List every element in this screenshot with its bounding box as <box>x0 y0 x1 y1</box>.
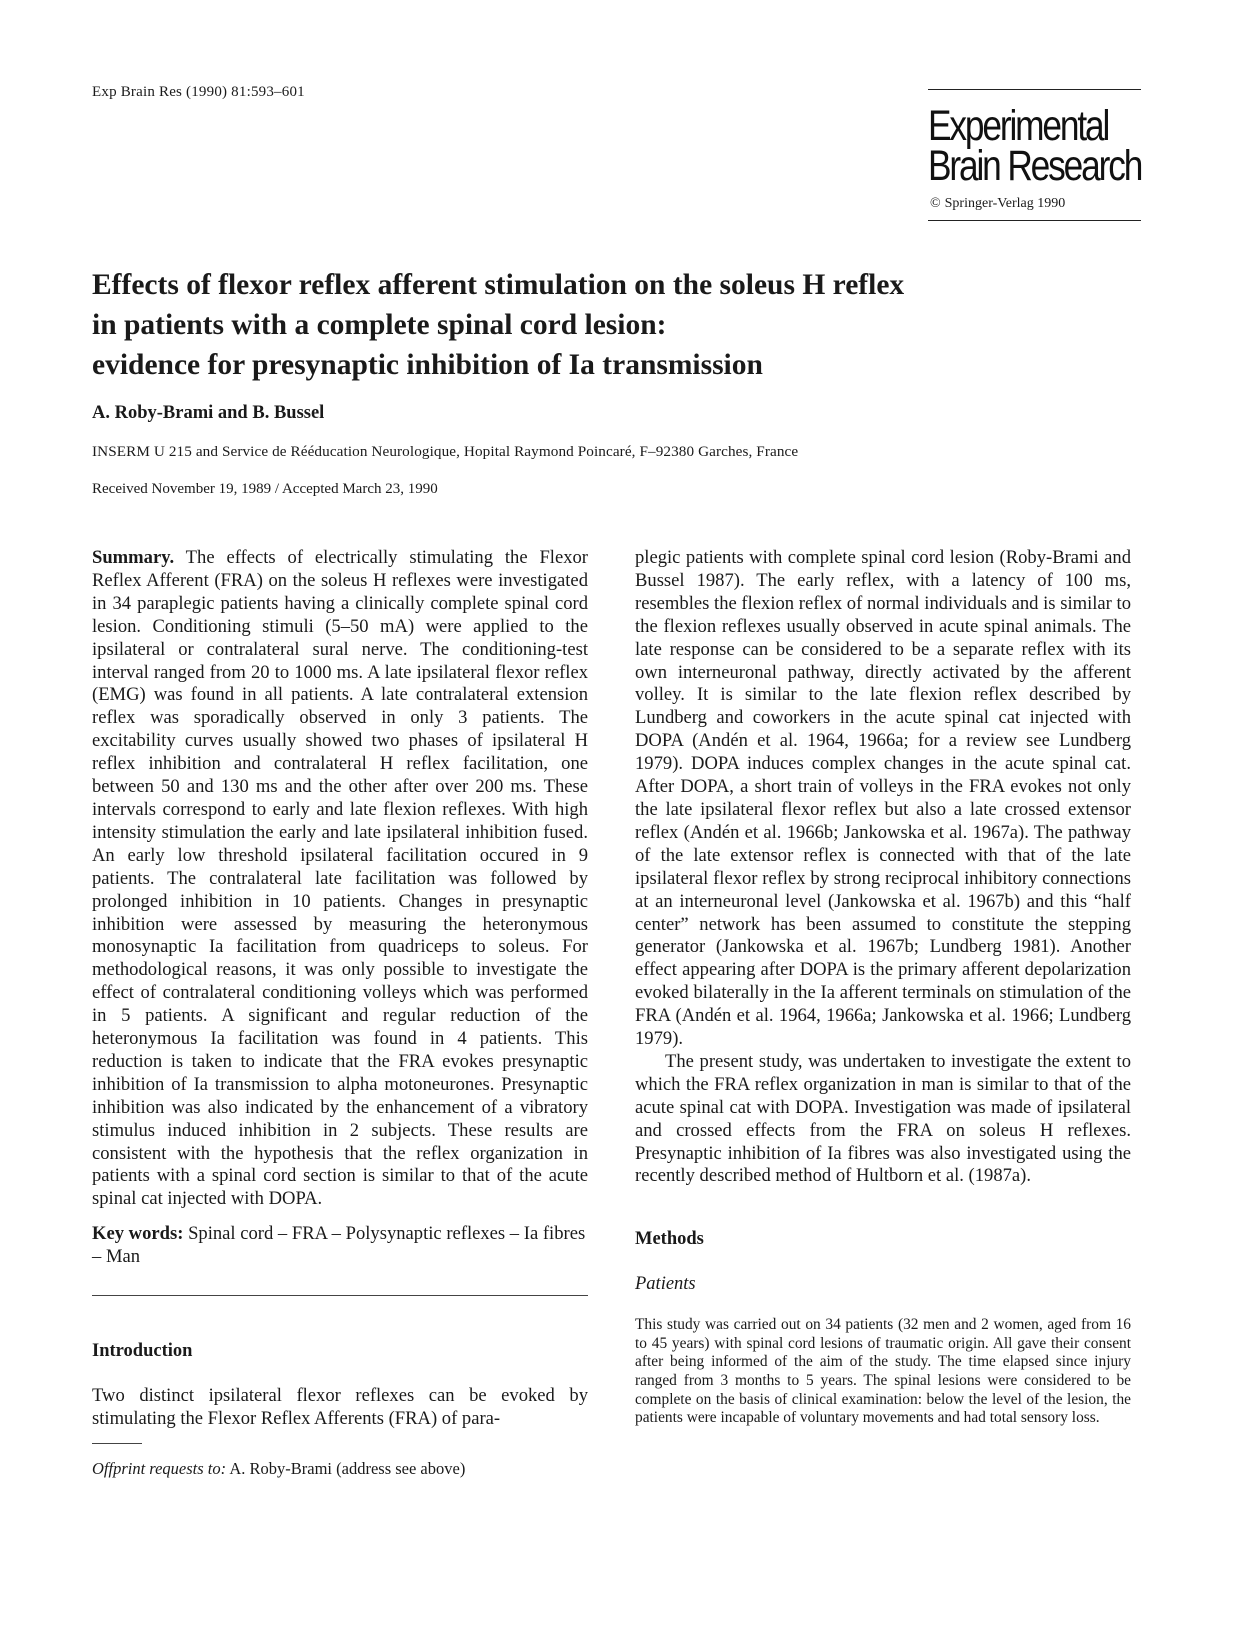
footnote <box>92 1458 588 1481</box>
introduction-heading: Introduction <box>92 1341 193 1362</box>
copyright-notice <box>928 186 1141 221</box>
article-title <box>92 265 1152 385</box>
left-column <box>92 547 588 1481</box>
copyright-icon: © <box>930 196 941 211</box>
affiliation: INSERM U 215 and Service de Rééducation Neurologique, Hopital Raymond Poincaré, F–92380 Garches, France <box>92 443 799 460</box>
patients-paragraph: This study was carried out on 34 patients (32 men and 2 women, aged from 16 to 45 years) with spinal cord lesions of traumatic origin. All gave their consent after being informed of the aim of the study. The time elapsed since injury ranged from 3 months to 5 years. The spinal lesions were considered to be complete on the basis of clinical examination: below the level of the lesion, the patients were incapable of voluntary movements and had total sensory loss. <box>635 1316 1131 1427</box>
summary-text: The effects of electrically stimulating the Flexor Reflex Afferent (FRA) on the soleus H reflexes were investigated in 34 paraplegic patients having a clinically complete spinal cord lesion. Conditioning stimuli (5–50 mA) were applied to the ipsilateral or contralateral sural nerve. The conditioning-test interval ranged from 20 to 1000 ms. A late ipsilateral flexor reflex (EMG) was found in all patients. A late contralateral extension reflex was sporadically observed in only 3 patients. The excitability curves usually showed two phases of ipsilateral H reflex inhibition and contralateral H reflex facilitation, one between 50 and 130 ms and the other after over 200 ms. These intervals correspond to early and late flexion reflexes. With high intensity stimulation the early and late ipsilateral inhibition fused. An early low threshold ipsilateral facilitation occured in 9 patients. The contralateral late facilitation was followed by prolonged inhibition in 10 patients. Changes in presynaptic inhibition were assessed by measuring the heteronymous monosynaptic Ia facilitation from quadriceps to soleus. For methodological reasons, it was only possible to investigate the effect of contralateral conditioning volleys which was performed in 5 patients. A significant and regular reduction of the heteronymous Ia facilitation was found in 4 patients. This reduction is taken to indicate that the FRA evokes presynaptic inhibition of Ia transmission to alpha motoneurones. Presynaptic inhibition was also indicated by the enhancement of a vibratory stimulus induced inhibition in 2 subjects. These results are consistent with the hypothesis that the reflex organization in patients with a spinal cord section is similar to that of the acute spinal cat injected with DOPA. <box>92 547 588 1210</box>
right-column <box>635 547 1131 1428</box>
section-divider <box>92 1295 588 1296</box>
present-study-paragraph: The present study, was undertaken to investigate the extent to which the FRA reflex organization in man is similar to that of the acute spinal cat with DOPA. Investigation was made of ipsilateral and crossed effects from the FRA on soleus H reflexes. Presynaptic inhibition of Ia fibres was also investigated using the recently described method of Hultborn et al. (1987a). <box>635 1050 1131 1187</box>
title-line-1: Effects of flexor reflex afferent stimulation on the soleus H reflex <box>92 269 905 301</box>
journal-masthead <box>928 89 1141 221</box>
methods-heading: Methods <box>635 1229 704 1250</box>
footnote-text: A. Roby-Brami (address see above) <box>226 1458 466 1478</box>
keywords <box>92 1223 588 1269</box>
copyright-text: Springer-Verlag 1990 <box>944 196 1066 211</box>
title-line-2: in patients with a complete spinal cord lesion: <box>92 309 667 341</box>
keywords-label: Key words: <box>92 1223 184 1245</box>
keywords-text: Spinal cord – FRA – Polysynaptic reflexes – Ia fibres – Man <box>92 1223 586 1268</box>
footnote-label: Offprint requests to: <box>92 1458 227 1478</box>
title-line-3: evidence for presynaptic inhibition of Ia transmission <box>92 349 763 381</box>
summary-label: Summary. <box>92 547 175 568</box>
received-accepted-dates: Received November 19, 1989 / Accepted March 23, 1990 <box>92 481 438 497</box>
journal-logo-line-1: Experimental <box>928 102 1109 150</box>
journal-logo <box>928 102 1142 190</box>
introduction-continued-paragraph: plegic patients with complete spinal cord lesion (Roby-Brami and Bussel 1987). The early reflex, with a latency of 100 ms, resembles the flexion reflex of normal individuals and is similar to the flexion reflexes usually observed in acute spinal animals. The late response can be considered to be a separate reflex with its own interneuronal pathway, directly activated by the afferent volley. It is similar to the late flexion reflex described by Lundberg and coworkers in the acute spinal cat injected with DOPA (Andén et al. 1964, 1966a; for a review see Lundberg 1979). DOPA induces complex changes in the acute spinal cat. After DOPA, a short train of volleys in the FRA evokes not only the late ipsilateral flexor reflex but also a late crossed extensor reflex (Andén et al. 1966b; Jankowska et al. 1967a). The pathway of the late extensor reflex is connected with that of the late ipsilateral flexor reflex by strong reciprocal inhibitory connections at an interneuronal level (Jankowska et al. 1967b) and this “half center” network has been assumed to constitute the stepping generator (Jankowska et al. 1967b; Lundberg 1981). Another effect appearing after DOPA is the primary afferent depolarization evoked bilaterally in the Ia afferent terminals on stimulation of the FRA (Andén et al. 1964, 1966a; Jankowska et al. 1966; Lundberg 1979). <box>635 547 1131 1050</box>
journal-logo-line-2: Brain Research <box>928 142 1142 190</box>
authors: A. Roby-Brami and B. Bussel <box>92 403 325 423</box>
introduction-paragraph: Two distinct ipsilateral flexor reflexes can be evoked by stimulating the Flexor Reflex Afferents (FRA) of para- <box>92 1385 588 1429</box>
summary-paragraph <box>92 547 588 1211</box>
journal-citation: Exp Brain Res (1990) 81:593–601 <box>92 84 305 100</box>
patients-subheading: Patients <box>635 1274 696 1295</box>
footnote-divider <box>92 1443 142 1444</box>
